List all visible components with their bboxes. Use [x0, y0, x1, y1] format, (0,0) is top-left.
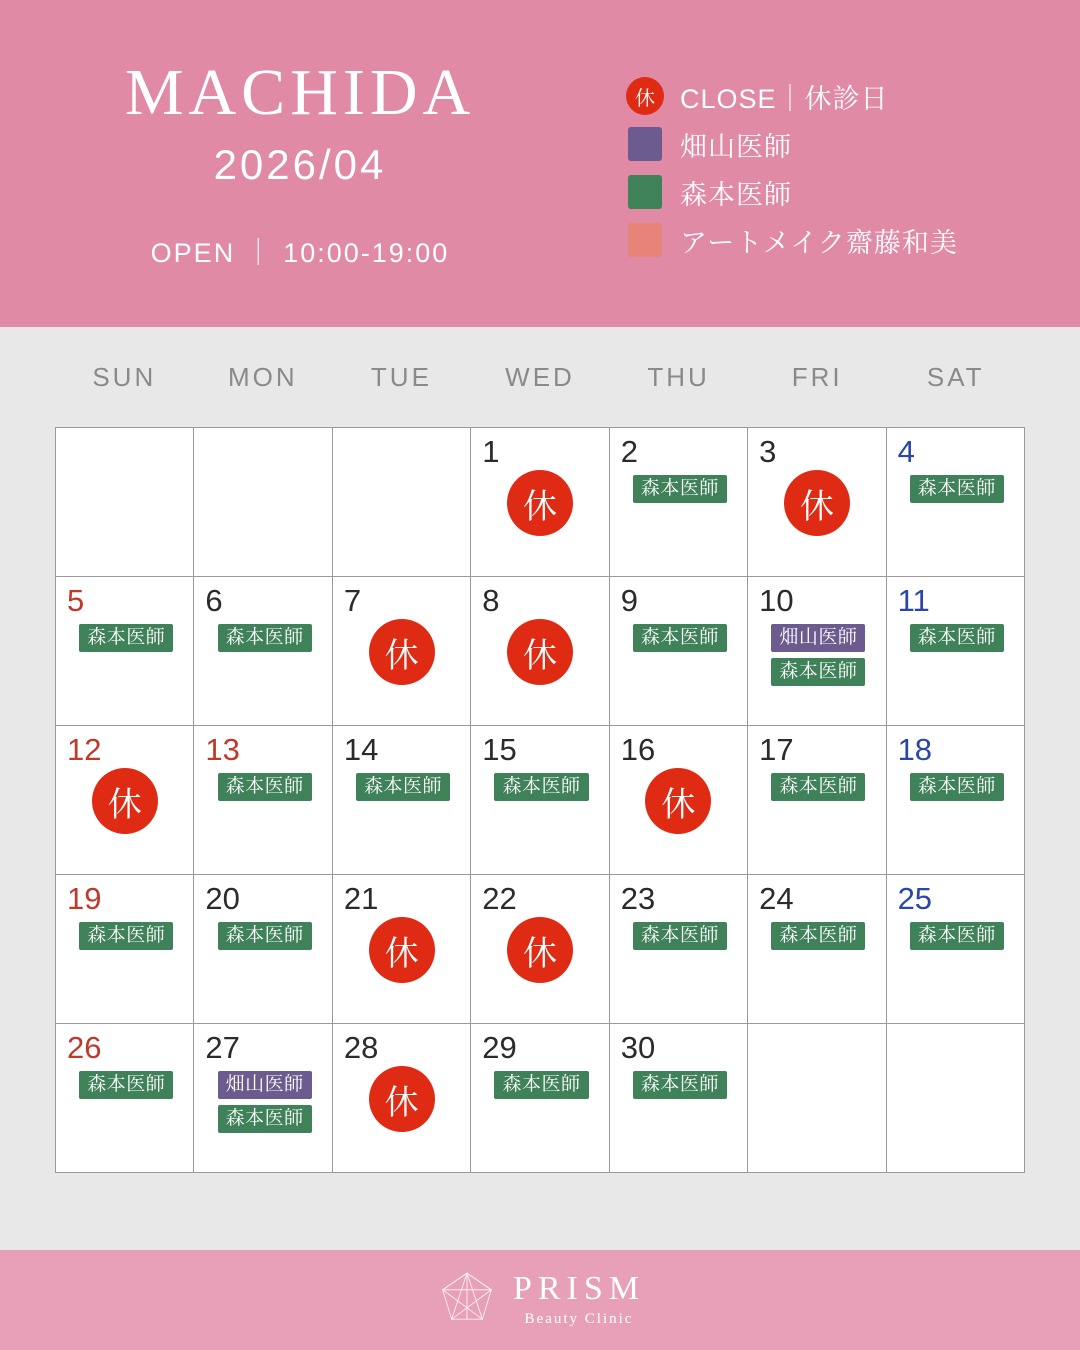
calendar-day-cell[interactable]	[887, 577, 1025, 726]
day-number: 19	[67, 881, 102, 916]
calendar-day-cell[interactable]	[887, 428, 1025, 577]
doctor-tag: 森本医師	[79, 922, 173, 950]
calendar-day-cell[interactable]	[194, 577, 332, 726]
day-number: 14	[343, 732, 379, 767]
weekday-label: WED	[505, 361, 575, 392]
day-number: 8	[482, 583, 500, 618]
calendar-day-cell[interactable]	[471, 577, 609, 726]
title-block	[0, 58, 600, 270]
doctor-tag-list	[205, 624, 323, 652]
legend-label: 森本医師	[680, 179, 792, 210]
calendar-day-cell[interactable]	[610, 428, 748, 577]
calendar-day-cell[interactable]	[333, 577, 471, 726]
doctor-tag-list	[621, 624, 739, 652]
calendar-day-cell[interactable]	[887, 875, 1025, 1024]
brand-name: PRISM	[512, 1270, 646, 1307]
doctor-tag: 森本医師	[771, 773, 865, 801]
doctor-tag: 森本医師	[494, 1071, 588, 1099]
doctor-tag-list	[205, 773, 323, 801]
weekday-label: SUN	[92, 361, 157, 392]
doctor-tag: 森本医師	[771, 658, 865, 686]
doctor-tag: 森本医師	[633, 475, 727, 503]
day-number: 4	[897, 434, 915, 469]
calendar-day-cell[interactable]	[56, 726, 194, 875]
day-number: 22	[482, 881, 517, 916]
page-title: MACHIDA	[124, 56, 476, 129]
doctor-tag: 森本医師	[79, 624, 173, 652]
doctor-tag-list	[898, 624, 1016, 652]
doctor-tag-list	[344, 773, 462, 801]
legend-label: 畑山医師	[680, 131, 792, 162]
day-number: 6	[205, 583, 223, 618]
day-number: 7	[343, 583, 362, 618]
calendar-day-cell[interactable]	[471, 875, 609, 1024]
doctor-tag: 森本医師	[633, 922, 727, 950]
doctor-tag: 森本医師	[633, 1071, 727, 1099]
calendar-cell-empty	[194, 428, 332, 577]
calendar-cell-empty	[887, 1024, 1025, 1173]
day-number: 18	[897, 732, 933, 767]
doctor-tag: 森本医師	[218, 624, 312, 652]
day-number: 26	[67, 1030, 102, 1065]
legend-label: アートメイク齋藤和美	[680, 227, 958, 258]
doctor-tag-list	[482, 1071, 600, 1099]
day-number: 11	[897, 583, 930, 618]
brand-tagline: Beauty Clinic	[524, 1311, 634, 1327]
day-number: 5	[67, 583, 85, 618]
closed-day-badge: 休	[507, 619, 573, 685]
doctor-tag: 森本医師	[633, 624, 727, 652]
closed-day-badge: 休	[784, 470, 850, 536]
calendar-cell-empty	[56, 428, 194, 577]
doctor-tag: 森本医師	[79, 1071, 173, 1099]
day-number: 17	[759, 732, 794, 767]
header	[0, 0, 1080, 327]
calendar-day-cell[interactable]	[748, 875, 886, 1024]
doctor-tag-list	[759, 624, 877, 686]
legend-item	[628, 216, 958, 264]
day-number: 16	[620, 732, 656, 767]
doctor-tag: 森本医師	[218, 773, 312, 801]
calendar-day-cell[interactable]	[471, 1024, 609, 1173]
day-number: 9	[620, 583, 638, 618]
day-number: 20	[205, 881, 240, 916]
doctor-tag: 森本医師	[910, 624, 1004, 652]
doctor-tag-list	[759, 922, 877, 950]
calendar-day-cell[interactable]	[194, 1024, 332, 1173]
legend-item	[628, 168, 958, 216]
calendar-day-cell[interactable]	[333, 1024, 471, 1173]
doctor-tag-list	[205, 922, 323, 950]
legend-swatch-icon	[628, 127, 662, 161]
doctor-tag: 森本医師	[218, 1105, 312, 1133]
calendar-day-cell[interactable]	[194, 875, 332, 1024]
calendar-cell-empty	[333, 428, 471, 577]
doctor-tag: 森本医師	[910, 773, 1004, 801]
doctor-tag-list	[898, 922, 1016, 950]
footer	[0, 1250, 1080, 1350]
calendar-day-cell[interactable]	[333, 875, 471, 1024]
weekday-label: SAT	[926, 361, 985, 392]
doctor-tag-list	[67, 922, 185, 950]
day-number: 2	[620, 434, 638, 469]
doctor-tag-list	[759, 773, 877, 801]
legend-swatch-icon	[628, 175, 662, 209]
legend-item	[628, 120, 958, 168]
day-number: 12	[67, 732, 102, 767]
doctor-tag-list	[205, 1071, 323, 1133]
calendar-day-cell[interactable]	[610, 577, 748, 726]
calendar-day-cell[interactable]	[471, 726, 609, 875]
doctor-tag-list	[67, 624, 185, 652]
doctor-tag-list	[482, 773, 600, 801]
day-number: 24	[759, 881, 794, 916]
closed-day-badge: 休	[507, 917, 573, 983]
calendar-day-cell[interactable]	[333, 726, 471, 875]
doctor-tag: 森本医師	[910, 922, 1004, 950]
day-number: 30	[620, 1030, 656, 1065]
day-number: 15	[482, 732, 517, 767]
closed-day-badge: 休	[369, 917, 435, 983]
calendar-day-cell[interactable]	[56, 1024, 194, 1173]
closed-day-badge: 休	[369, 619, 435, 685]
day-number: 23	[620, 881, 656, 916]
day-number: 21	[343, 881, 379, 916]
calendar-day-cell[interactable]	[56, 875, 194, 1024]
doctor-tag-list	[621, 922, 739, 950]
closed-day-badge: 休	[92, 768, 158, 834]
doctor-tag-list	[898, 773, 1016, 801]
closed-day-badge: 休	[645, 768, 711, 834]
day-number: 28	[343, 1030, 379, 1065]
calendar-day-cell[interactable]	[194, 726, 332, 875]
doctor-tag: 森本医師	[218, 922, 312, 950]
doctor-tag-list	[621, 475, 739, 503]
calendar-day-cell[interactable]	[610, 875, 748, 1024]
doctor-tag: 畑山医師	[218, 1071, 312, 1099]
weekday-label: TUE	[370, 361, 432, 392]
closed-day-icon: 休	[626, 77, 664, 115]
calendar-day-cell[interactable]	[610, 1024, 748, 1173]
day-number: 1	[482, 434, 500, 469]
doctor-tag: 畑山医師	[771, 624, 865, 652]
calendar-day-cell[interactable]	[471, 428, 609, 577]
month-label: 2026/04	[213, 141, 387, 189]
legend-swatch-icon	[628, 223, 662, 257]
calendar-day-cell[interactable]	[748, 726, 886, 875]
legend	[628, 72, 958, 264]
doctor-tag: 森本医師	[910, 475, 1004, 503]
doctor-tag: 森本医師	[356, 773, 450, 801]
weekday-label: MON	[228, 361, 298, 392]
open-hours-label: OPEN ｜ 10:00-19:00	[150, 238, 450, 269]
brand-block	[513, 1272, 645, 1328]
day-number: 29	[482, 1030, 517, 1065]
doctor-tag-list	[898, 475, 1016, 503]
day-number: 25	[897, 881, 933, 916]
doctor-tag-list	[621, 1071, 739, 1099]
calendar-day-cell[interactable]	[56, 577, 194, 726]
calendar-day-cell[interactable]	[887, 726, 1025, 875]
calendar-area	[0, 327, 1080, 1250]
calendar-cell-empty	[748, 1024, 886, 1173]
closed-day-badge: 休	[507, 470, 573, 536]
doctor-tag: 森本医師	[494, 773, 588, 801]
legend-label: CLOSE｜休診日	[680, 83, 889, 114]
day-number: 13	[205, 732, 240, 767]
day-number: 10	[759, 583, 794, 618]
legend-item	[628, 72, 958, 120]
weekday-label: FRI	[791, 361, 843, 392]
prism-logo-icon	[435, 1268, 499, 1332]
weekday-label: THU	[647, 361, 710, 392]
day-number: 3	[759, 434, 777, 469]
weekday-header	[55, 327, 1025, 427]
doctor-tag: 森本医師	[771, 922, 865, 950]
calendar-day-cell[interactable]	[610, 726, 748, 875]
closed-day-badge: 休	[369, 1066, 435, 1132]
doctor-tag-list	[67, 1071, 185, 1099]
day-number: 27	[205, 1030, 240, 1065]
calendar-grid	[55, 427, 1025, 1173]
calendar-day-cell[interactable]	[748, 577, 886, 726]
calendar-day-cell[interactable]	[748, 428, 886, 577]
